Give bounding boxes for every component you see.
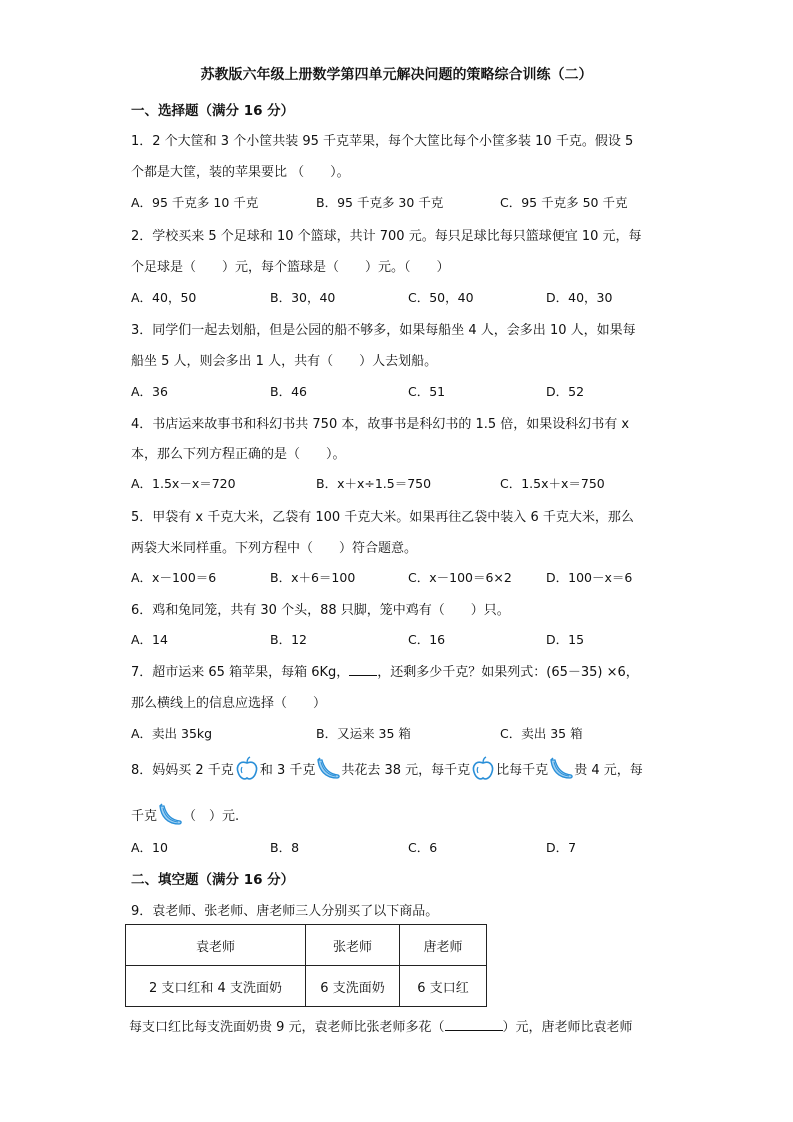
banana-icon (157, 802, 183, 828)
question-8-line1 (131, 756, 643, 782)
question-9-answer-blank[interactable] (445, 1018, 503, 1031)
question-8-text-6: 千克 (131, 809, 158, 824)
question-6-option-b[interactable]: B．12 (270, 632, 307, 647)
question-7-option-c[interactable]: C．卖出 35 箱 (500, 726, 583, 741)
question-2-line2: 个足球是（ ）元，每个篮球是（ ）元。（ ） (131, 260, 450, 275)
question-2-option-c[interactable]: C．50，40 (408, 290, 474, 305)
question-5-option-c[interactable]: C．x－100＝6×2 (408, 570, 512, 585)
question-4-option-b[interactable]: B．x＋x÷1.5＝750 (316, 476, 432, 491)
question-4-option-c[interactable]: C．1.5x＋x＝750 (500, 476, 605, 491)
question-6-option-a[interactable]: A．14 (131, 632, 168, 647)
table-cell: 6 支口红 (400, 966, 487, 1007)
question-9-line (129, 1016, 633, 1035)
question-7-option-b[interactable]: B．又运来 35 箱 (316, 726, 411, 741)
question-5-option-d[interactable]: D．100－x＝6 (546, 570, 633, 585)
question-9-intro: 9．袁老师、张老师、唐老师三人分别买了以下商品。 (131, 904, 439, 919)
question-3-option-a[interactable]: A．36 (131, 384, 168, 399)
question-8-text-7: （ ）元. (183, 809, 240, 824)
table-header-row (126, 925, 487, 966)
question-7-line2: 那么横线上的信息应选择（ ） (131, 696, 327, 711)
section-choice-heading: 一、选择题（满分 16 分） (131, 103, 295, 119)
question-8-option-d[interactable]: D．7 (546, 840, 577, 855)
page-title: 苏教版六年级上册数学第四单元解决问题的策略综合训练（二） (200, 67, 593, 83)
table-header-cell: 张老师 (306, 925, 400, 966)
question-2-option-a[interactable]: A．40，50 (131, 290, 197, 305)
question-6-option-c[interactable]: C．16 (408, 632, 446, 647)
question-5-option-a[interactable]: A．x－100＝6 (131, 570, 217, 585)
question-3-line1: 3．同学们一起去划船，但是公园的船不够多，如果每船坐 4 人，会多出 10 人，如果每 (131, 323, 636, 338)
question-4-line2: 本，那么下列方程正确的是（ ）。 (131, 447, 346, 462)
question-1-option-c[interactable]: C．95 千克多 50 千克 (500, 195, 628, 210)
question-9-text-a: 每支口红比每支洗面奶贵 9 元，袁老师比张老师多花（ (129, 1020, 445, 1035)
table-row (126, 966, 487, 1007)
question-6-option-d[interactable]: D．15 (546, 632, 585, 647)
question-8-text-5: 贵 4 元，每 (574, 763, 643, 778)
section-fill-heading: 二、填空题（满分 16 分） (131, 872, 295, 888)
question-8-text-2: 和 3 千克 (259, 763, 316, 778)
question-7-line1 (131, 661, 639, 680)
question-2-option-d[interactable]: D．40，30 (546, 290, 613, 305)
question-8-text-3: 共花去 38 元，每千克 (341, 763, 471, 778)
question-5-option-b[interactable]: B．x＋6＝100 (270, 570, 356, 585)
question-3-line2: 船坐 5 人，则会多出 1 人，共有（ ）人去划船。 (131, 354, 438, 369)
question-3-option-c[interactable]: C．51 (408, 384, 446, 399)
question-7-text-a: 7．超市运来 65 箱苹果，每箱 6Kg， (131, 665, 350, 680)
question-7-option-a[interactable]: A．卖出 35kg (131, 726, 213, 741)
apple-icon (234, 756, 260, 782)
question-7-text-b: ，还剩多少千克？如果列式：(65－35) ×6， (377, 665, 639, 680)
question-8-option-b[interactable]: B．8 (270, 840, 300, 855)
question-9-text-b: ）元，唐老师比袁老师 (502, 1020, 633, 1035)
question-5-line2: 两袋大米同样重。下列方程中（ ）符合题意。 (131, 541, 418, 556)
banana-icon (315, 756, 341, 782)
question-9-table (125, 924, 487, 1007)
question-1-line2: 个都是大筐，装的苹果要比 （ ）。 (131, 165, 350, 180)
question-8-option-c[interactable]: C．6 (408, 840, 438, 855)
question-8-text-1: 8．妈妈买 2 千克 (131, 763, 234, 778)
table-cell: 6 支洗面奶 (306, 966, 400, 1007)
question-3-option-d[interactable]: D．52 (546, 384, 585, 399)
question-1-line1: 1．2 个大筐和 3 个小筐共装 95 千克苹果，每个大筐比每个小筐多装 10 千克。假设 5 (131, 134, 634, 149)
apple-icon (470, 756, 496, 782)
question-2-line1: 2．学校买来 5 个足球和 10 个篮球，共计 700 元。每只足球比每只篮球便宜 10 元，每 (131, 229, 642, 244)
question-8-line2 (131, 802, 239, 828)
table-header-cell: 袁老师 (126, 925, 306, 966)
question-8-option-a[interactable]: A．10 (131, 840, 168, 855)
question-1-option-b[interactable]: B．95 千克多 30 千克 (316, 195, 444, 210)
question-4-option-a[interactable]: A．1.5x－x＝720 (131, 476, 236, 491)
question-5-line1: 5．甲袋有 x 千克大米，乙袋有 100 千克大米。如果再往乙袋中装入 6 千克大米，那么 (131, 510, 634, 525)
table-cell: 2 支口红和 4 支洗面奶 (126, 966, 306, 1007)
question-1-option-a[interactable]: A．95 千克多 10 千克 (131, 195, 259, 210)
question-7-answer-blank[interactable] (349, 663, 377, 676)
question-4-line1: 4．书店运来故事书和科幻书共 750 本，故事书是科幻书的 1.5 倍，如果设科幻书有 x (131, 417, 630, 432)
banana-icon (548, 756, 574, 782)
question-6-line1: 6．鸡和兔同笼，共有 30 个头，88 只脚，笼中鸡有（ ）只。 (131, 603, 510, 618)
question-3-option-b[interactable]: B．46 (270, 384, 307, 399)
question-8-text-4: 比每千克 (496, 763, 549, 778)
table-header-cell: 唐老师 (400, 925, 487, 966)
question-2-option-b[interactable]: B．30，40 (270, 290, 336, 305)
